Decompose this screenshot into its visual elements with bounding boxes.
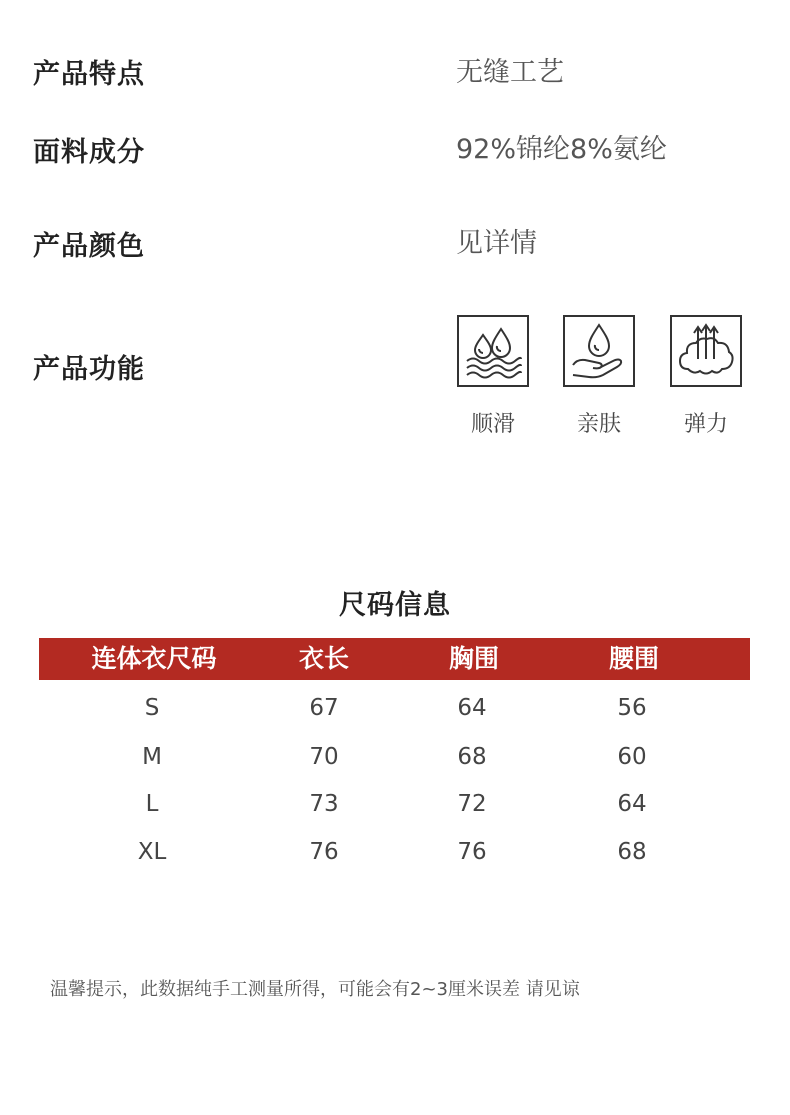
cell-chest: 64: [457, 695, 487, 721]
feature-skin-friendly: [562, 315, 636, 437]
cell-waist: 64: [617, 791, 647, 817]
feature-skin-friendly-label: 亲肤: [576, 412, 621, 437]
cell-waist: 60: [617, 744, 647, 770]
cell-size: M: [142, 744, 162, 770]
feature-elastic-label: 弹力: [683, 412, 728, 437]
cell-size: S: [144, 695, 160, 721]
feature-smooth: [456, 315, 530, 437]
attribute-color-label: 产品颜色: [33, 231, 145, 262]
table-row: [0, 737, 790, 777]
cloud-arrows-icon: [670, 315, 742, 387]
feature-smooth-label: 顺滑: [470, 412, 515, 437]
cell-length: 76: [309, 839, 339, 865]
table-row: [0, 688, 790, 728]
cell-waist: 56: [617, 695, 647, 721]
hand-drop-icon: [563, 315, 635, 387]
cell-waist: 68: [617, 839, 647, 865]
cell-chest: 72: [457, 791, 487, 817]
cell-size: L: [145, 791, 159, 817]
cell-size: XL: [137, 839, 167, 865]
cell-length: 73: [309, 791, 339, 817]
attribute-feature-label: 产品特点: [33, 59, 145, 90]
measurement-note: 温馨提示，此数据纯手工测量所得，可能会有2~3厘米误差 请见谅: [50, 979, 580, 1000]
cell-length: 70: [309, 744, 339, 770]
table-row: [0, 784, 790, 824]
feature-elastic: [669, 315, 743, 437]
header-size: 连体衣尺码: [91, 644, 217, 673]
size-section-title: 尺码信息: [339, 590, 451, 621]
header-waist: 腰围: [608, 644, 659, 673]
cell-chest: 68: [457, 744, 487, 770]
attribute-fabric-label: 面料成分: [33, 137, 145, 168]
attribute-color-value: 见详情: [456, 228, 537, 259]
water-drops-waves-icon: [457, 315, 529, 387]
attribute-function-label: 产品功能: [33, 354, 145, 385]
table-row: [0, 832, 790, 872]
size-table-header: [39, 638, 750, 680]
header-length: 衣长: [298, 644, 349, 673]
attribute-feature-value: 无缝工艺: [456, 57, 564, 88]
cell-length: 67: [309, 695, 339, 721]
header-chest: 胸围: [448, 644, 499, 673]
attribute-fabric-value: 92%锦纶8%氨纶: [456, 134, 667, 165]
cell-chest: 76: [457, 839, 487, 865]
